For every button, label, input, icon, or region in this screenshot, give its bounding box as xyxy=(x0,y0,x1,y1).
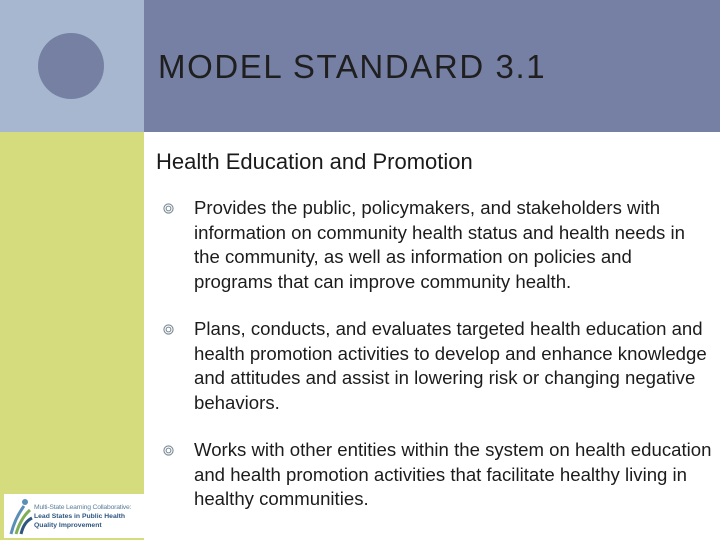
bullet-item xyxy=(158,196,714,294)
bullet-list xyxy=(158,196,714,535)
logo-text xyxy=(34,503,131,530)
bullet-text: Plans, conducts, and evaluates targeted health education and health promotion activities to develop and enhance knowledge and attitudes and assist in lowering risk or changing negative behaviors. xyxy=(194,318,707,413)
logo-line-1: Multi-State Learning Collaborative: xyxy=(34,504,132,511)
left-bottom-panel xyxy=(0,132,144,540)
logo-figure-icon xyxy=(8,496,34,536)
bullet-ring-icon xyxy=(163,324,174,335)
bullet-text: Works with other entities within the system on health education and health promotion activities that facilitate healthy living in healthy communities. xyxy=(194,439,712,509)
bullet-item xyxy=(158,438,714,512)
decorative-circle xyxy=(38,33,104,99)
bullet-ring-icon xyxy=(163,203,174,214)
bullet-item xyxy=(158,317,714,415)
bullet-ring-icon xyxy=(163,445,174,456)
logo-line-3: Quality Improvement xyxy=(34,522,102,529)
organization-logo xyxy=(4,494,146,538)
slide-subtitle: Health Education and Promotion xyxy=(156,149,473,174)
bullet-text: Provides the public, policymakers, and stakeholders with information on community health status and health needs in the community, as well as information on policies and programs that can improve community health. xyxy=(194,197,685,292)
slide-title: MODEL STANDARD 3.1 xyxy=(158,48,547,85)
logo-line-2: Lead States in Public Health xyxy=(34,513,126,520)
